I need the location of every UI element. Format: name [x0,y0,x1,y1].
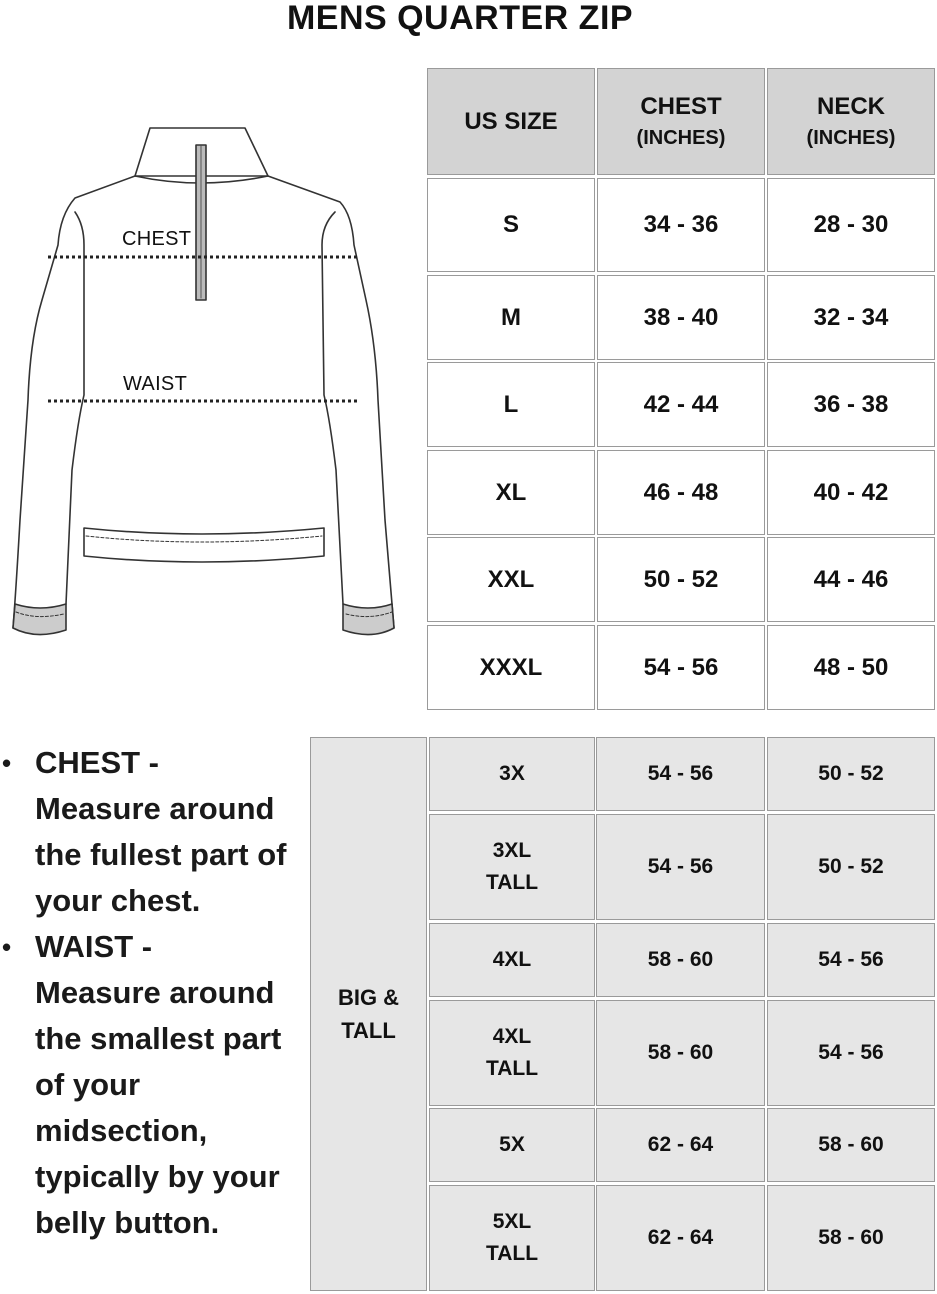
big-tall-cell-chest: 54 - 56 [596,814,765,920]
chest-instruction-text: Measure around the fullest part of your chest. [35,791,287,918]
big-tall-cell-chest: 54 - 56 [596,737,765,811]
header-neck-label: NECK [816,92,885,120]
size-line: 5X [499,1133,525,1156]
size-line: 4XL [492,1025,532,1048]
table-cell-chest: 42 - 44 [597,362,765,447]
page-title: MENS QUARTER ZIP [286,0,634,37]
table-cell-neck: 40 - 42 [767,450,935,535]
garment-outline [13,128,394,635]
big-tall-label-line2: TALL [341,1018,396,1043]
big-tall-cell-chest: 58 - 60 [596,923,765,997]
table-cell-neck: 28 - 30 [767,178,935,272]
header-neck-unit: (INCHES) [806,126,896,149]
quarter-zip-diagram [0,110,400,650]
size-line: 3XL [492,839,532,862]
waist-diagram-label: WAIST [123,373,188,395]
waist-instruction-heading: • WAIST - [35,929,153,964]
table-cell-chest: 34 - 36 [597,178,765,272]
size-line: TALL [485,1242,539,1265]
table-cell-neck: 36 - 38 [767,362,935,447]
big-tall-cell-neck: 54 - 56 [767,923,935,997]
big-tall-cell-chest: 62 - 64 [596,1185,765,1291]
size-line: 5XL [492,1210,532,1233]
header-chest [597,68,765,175]
table-cell-neck: 32 - 34 [767,275,935,360]
header-us-size [427,68,595,175]
big-tall-cell-chest: 58 - 60 [596,1000,765,1106]
big-tall-cell-size [429,814,595,920]
big-tall-cell-size [429,737,595,811]
big-tall-cell-size [429,1108,595,1182]
table-cell-size: XXL [427,537,595,622]
size-line: TALL [485,871,539,894]
big-tall-cell-size [429,923,595,997]
table-cell-chest: 50 - 52 [597,537,765,622]
big-tall-cell-neck: 50 - 52 [767,737,935,811]
big-tall-cell-neck: 58 - 60 [767,1185,935,1291]
big-tall-cell-neck: 54 - 56 [767,1000,935,1106]
big-tall-cell-neck: 58 - 60 [767,1108,935,1182]
big-tall-cell-chest: 62 - 64 [596,1108,765,1182]
table-cell-neck: 48 - 50 [767,625,935,710]
waist-instruction [0,924,300,1246]
table-cell-size: M [427,275,595,360]
table-cell-chest: 38 - 40 [597,275,765,360]
header-us-size-label: US SIZE [464,107,558,135]
big-tall-label [310,737,427,1291]
table-cell-neck: 44 - 46 [767,537,935,622]
chest-instruction-heading: • CHEST - [35,745,159,780]
table-cell-size: XXXL [427,625,595,710]
big-tall-label-line1: BIG & [337,985,400,1010]
chest-diagram-label: CHEST [122,228,192,250]
waist-instruction-text: Measure around the smallest part of your midsection, typically by your belly button. [35,975,282,1240]
size-line: 3X [499,762,525,785]
table-cell-chest: 46 - 48 [597,450,765,535]
big-tall-cell-size [429,1185,595,1291]
measurement-instructions [0,740,300,1246]
size-line: TALL [485,1057,539,1080]
big-tall-cell-neck: 50 - 52 [767,814,935,920]
chest-instruction [0,740,300,924]
table-cell-chest: 54 - 56 [597,625,765,710]
table-cell-size: L [427,362,595,447]
size-line: 4XL [492,948,532,971]
header-neck [767,68,935,175]
header-chest-label: CHEST [640,92,722,120]
big-tall-cell-size [429,1000,595,1106]
header-chest-unit: (INCHES) [636,126,726,149]
table-cell-size: S [427,178,595,272]
table-cell-size: XL [427,450,595,535]
